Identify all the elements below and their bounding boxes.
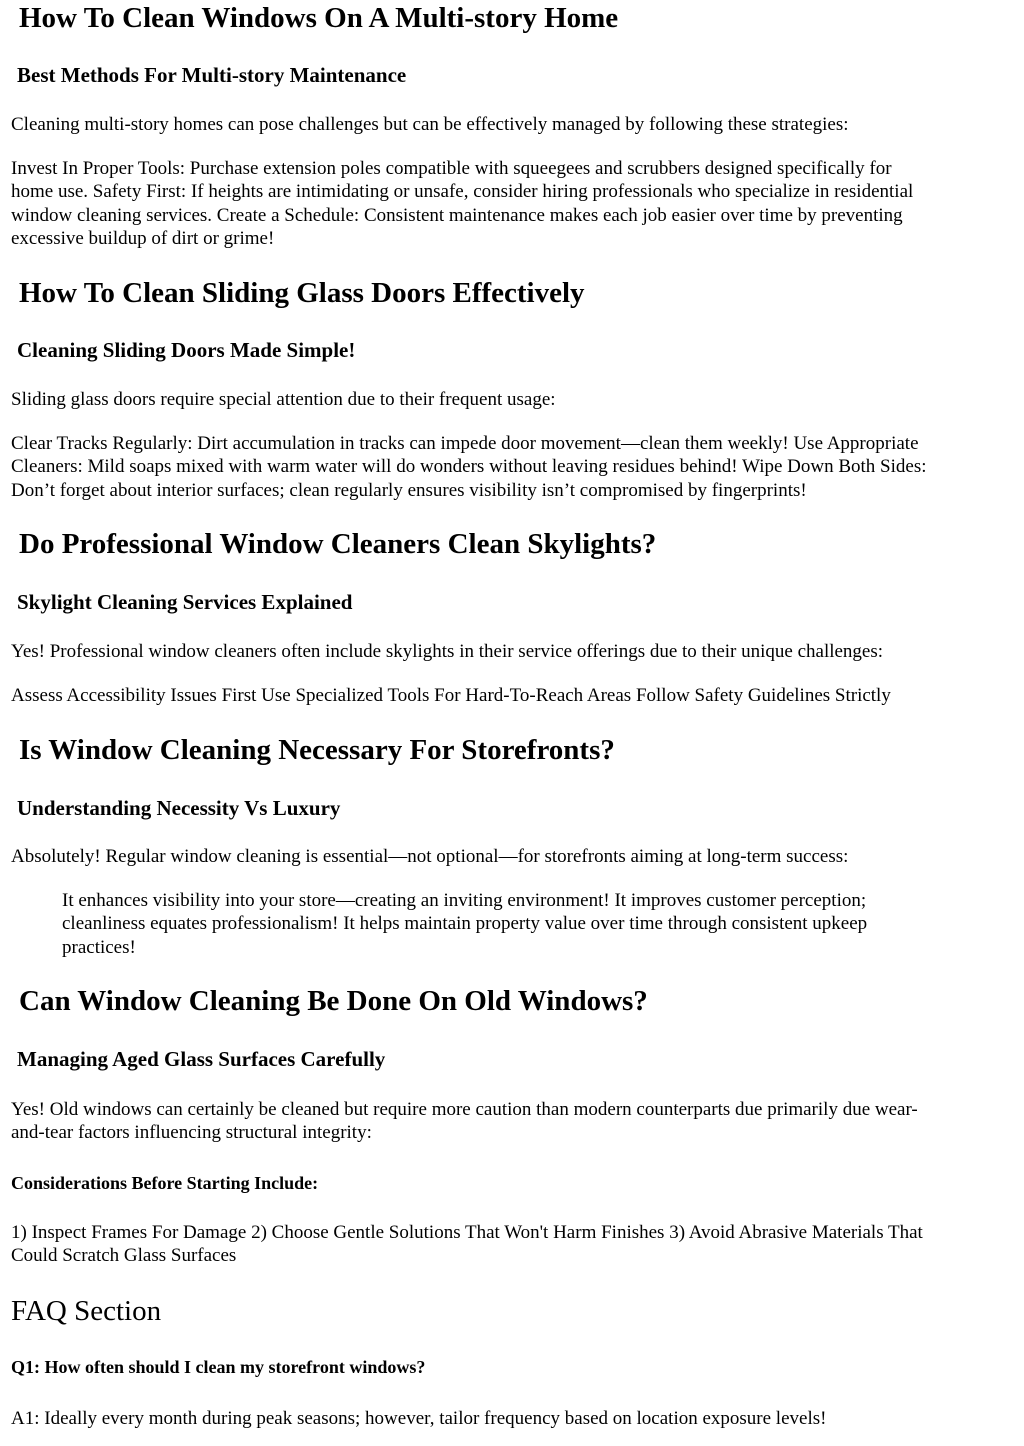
intro-line: and-tear factors influencing structural integrity: xyxy=(11,1122,372,1144)
section-subheading: Cleaning Sliding Doors Made Simple! xyxy=(17,338,356,362)
considerations-label: Considerations Before Starting Include: xyxy=(11,1173,319,1193)
section-body xyxy=(11,684,1011,707)
intro-line: Yes! Old windows can certainly be cleaned but require more caution than modern counterparts due primarily due wear- xyxy=(11,1099,918,1120)
faq-question: Q1: How often should I clean my storefront windows? xyxy=(11,1357,426,1377)
section-heading: Can Window Cleaning Be Done On Old Windows? xyxy=(19,985,648,1017)
body-line: Don’t forget about interior surfaces; clean regularly ensures visibility isn’t compromised by fingerprints! xyxy=(11,479,807,501)
section-intro: Cleaning multi-story homes can pose challenges but can be effectively managed by following these strategies: xyxy=(11,114,849,135)
section-subheading: Skylight Cleaning Services Explained xyxy=(17,590,353,614)
section-heading: Is Window Cleaning Necessary For Storefronts? xyxy=(19,734,615,766)
body-line: Cleaners: Mild soaps mixed with warm water will do wonders without leaving residues behind! Wipe Down Both Sides: xyxy=(11,456,927,478)
quote-line: It enhances visibility into your store—creating an inviting environment! It improves customer perception; xyxy=(62,890,867,911)
section-intro xyxy=(11,1098,1011,1145)
body-line: Invest In Proper Tools: Purchase extension poles compatible with squeegees and scrubbers designed specifically for xyxy=(11,158,892,179)
section-intro: Absolutely! Regular window cleaning is essential—not optional—for storefronts aiming at long-term success: xyxy=(11,846,849,867)
quote-line: cleanliness equates professionalism! It helps maintain property value over time through consistent upkeep xyxy=(62,913,868,935)
section-heading: Do Professional Window Cleaners Clean Skylights? xyxy=(19,528,657,560)
faq-title: FAQ Section xyxy=(11,1295,162,1327)
faq-answer: A1: Ideally every month during peak seasons; however, tailor frequency based on location exposure levels! xyxy=(11,1408,827,1429)
body-line: Clear Tracks Regularly: Dirt accumulation in tracks can impede door movement—clean them weekly! Use Appropriate xyxy=(11,433,919,454)
section-subheading: Understanding Necessity Vs Luxury xyxy=(17,796,341,820)
body-line: window cleaning services. Create a Schedule: Consistent maintenance makes each job easier over time by preventing xyxy=(11,204,903,226)
section-body xyxy=(11,1221,1011,1268)
body-line: Could Scratch Glass Surfaces xyxy=(11,1245,237,1267)
quote-line: practices! xyxy=(62,936,136,958)
section-subheading: Managing Aged Glass Surfaces Carefully xyxy=(17,1047,386,1071)
body-line: home use. Safety First: If heights are intimidating or unsafe, consider hiring professionals who specialize in residential xyxy=(11,181,914,203)
section-quote xyxy=(62,889,962,959)
body-line: Assess Accessibility Issues First Use Specialized Tools For Hard-To-Reach Areas Follow Safety Guidelines Strictly xyxy=(11,685,891,706)
body-line: 1) Inspect Frames For Damage 2) Choose Gentle Solutions That Won't Harm Finishes 3) Avoid Abrasive Materials That xyxy=(11,1222,923,1243)
section-intro: Sliding glass doors require special attention due to their frequent usage: xyxy=(11,389,556,410)
section-heading: How To Clean Windows On A Multi-story Home xyxy=(19,2,619,34)
section-body xyxy=(11,157,1011,251)
section-intro: Yes! Professional window cleaners often include skylights in their service offerings due to their unique challenges: xyxy=(11,641,884,662)
section-subheading: Best Methods For Multi-story Maintenance xyxy=(17,63,407,87)
section-heading: How To Clean Sliding Glass Doors Effectively xyxy=(19,277,585,309)
body-line: excessive buildup of dirt or grime! xyxy=(11,228,275,250)
section-body xyxy=(11,432,1011,502)
